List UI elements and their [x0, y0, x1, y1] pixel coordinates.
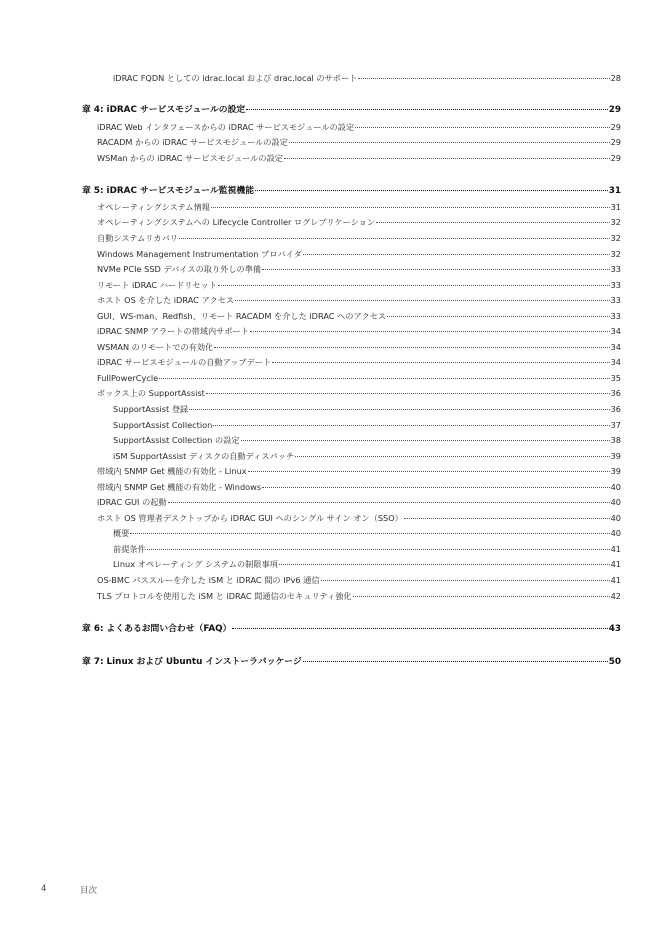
leader-dots	[213, 425, 609, 426]
toc-entry-page: 41	[610, 575, 621, 585]
leader-dots	[262, 269, 609, 270]
toc-chapter-page: 50	[608, 657, 621, 667]
leader-dots	[206, 393, 610, 394]
toc-entry-title: iDRAC サービスモジュールの自動アップデート	[97, 357, 272, 367]
toc-entry-page: 34	[610, 326, 621, 336]
toc-entry-page: 32	[610, 217, 621, 227]
toc-entry[interactable]	[97, 121, 621, 133]
toc-entry[interactable]	[97, 356, 621, 368]
toc-entry-page: 33	[610, 311, 621, 321]
toc-entry[interactable]	[97, 325, 621, 337]
toc-chapter-title: 章 6: よくあるお問い合わせ（FAQ）	[82, 624, 232, 634]
leader-dots	[262, 487, 609, 488]
toc-entry-title: iDRAC FQDN としての idrac.local および drac.local のサポート	[113, 73, 358, 83]
leader-dots	[147, 549, 610, 550]
toc-entry[interactable]	[97, 279, 621, 291]
leader-dots	[246, 109, 608, 110]
toc-entry-title: iSM SupportAssist ディスクの自動ディスパッチ	[113, 451, 295, 461]
toc-entry-page: 31	[610, 202, 621, 212]
toc-entry[interactable]	[113, 72, 621, 84]
leader-dots	[358, 78, 609, 79]
toc-chapter-entry[interactable]	[82, 623, 621, 635]
toc-chapter-entry[interactable]	[82, 104, 621, 116]
toc-entry-title: GUI、WS-man、Redfish、リモート RACADM を介した iDRAC へのアクセス	[97, 311, 386, 321]
toc-entry[interactable]	[97, 341, 621, 353]
leader-dots	[272, 362, 609, 363]
leader-dots	[179, 238, 610, 239]
toc-chapter-entry[interactable]	[82, 185, 621, 197]
toc-entry-page: 32	[610, 233, 621, 243]
toc-entry[interactable]	[97, 481, 621, 493]
toc-entry-title: WSMAN のリモートでの有効化	[97, 342, 214, 352]
toc-chapter-title: 章 5: iDRAC サービスモジュール監視機能	[82, 186, 254, 196]
leader-dots	[130, 533, 609, 534]
toc-entry-page: 33	[610, 295, 621, 305]
footer-label: 目次	[80, 886, 98, 896]
toc-entry-page: 39	[610, 451, 621, 461]
toc-entry-title: NVMe PCIe SSD デバイスの取り外しの準備	[97, 264, 262, 274]
toc-entry-title: Linux オペレーティング システムの制限事項	[113, 559, 278, 569]
toc-entry-title: ボックス上の SupportAssist	[97, 388, 205, 398]
toc-entry-title: TLS プロトコルを使用した iSM と iDRAC 間通信のセキュリティ強化	[97, 591, 352, 601]
toc-entry-title: 前提条件	[113, 544, 146, 554]
leader-dots	[189, 409, 609, 410]
leader-dots	[279, 564, 610, 565]
toc-entry-page: 33	[610, 280, 621, 290]
toc-entry-page: 41	[610, 544, 621, 554]
toc-chapter-page: 31	[608, 186, 621, 196]
toc-entry-page: 40	[610, 513, 621, 523]
leader-dots	[248, 471, 610, 472]
toc-entry[interactable]	[97, 372, 621, 384]
toc-entry-title: リモート iDRAC ハードリセット	[97, 280, 217, 290]
toc-chapter-page: 29	[608, 105, 621, 115]
toc-entry-page: 29	[610, 137, 621, 147]
toc-entry-title: 帯域内 SNMP Get 機能の有効化 - Linux	[97, 466, 247, 476]
toc-entry-title: ホスト OS を介した iDRAC アクセス	[97, 295, 234, 305]
toc-chapter-page: 43	[608, 624, 621, 634]
leader-dots	[284, 158, 610, 159]
toc-subentry[interactable]	[113, 543, 621, 555]
leader-dots	[289, 142, 610, 143]
toc-entry[interactable]	[97, 387, 621, 399]
toc-entry-title: iDRAC SNMP アラートの帯域内サポート	[97, 326, 249, 336]
toc-entry[interactable]	[97, 263, 621, 275]
toc-entry-page: 34	[610, 342, 621, 352]
toc-entry-title: SupportAssist 登録	[113, 404, 189, 414]
toc-entry-title: 自動システムリカバリ	[97, 233, 178, 243]
toc-chapter-entry[interactable]	[82, 656, 621, 668]
toc-entry[interactable]	[97, 201, 621, 213]
toc-entry-page: 40	[610, 482, 621, 492]
page-number: 4	[41, 884, 47, 894]
toc-entry-page: 41	[610, 559, 621, 569]
toc-entry-page: 40	[610, 497, 621, 507]
toc-entry-title: 概要	[113, 528, 130, 538]
leader-dots	[211, 207, 610, 208]
toc-entry[interactable]	[97, 294, 621, 306]
toc-entry-page: 29	[610, 122, 621, 132]
toc-entry[interactable]	[97, 465, 621, 477]
toc-entry-title: RACADM からの iDRAC サービスモジュールの設定	[97, 137, 288, 147]
toc-entry-page: 37	[610, 420, 621, 430]
leader-dots	[376, 222, 610, 223]
toc-entry[interactable]	[97, 216, 621, 228]
leader-dots	[241, 440, 610, 441]
toc-entry-title: SupportAssist Collection の設定	[113, 435, 240, 445]
toc-entry-title: 帯域内 SNMP Get 機能の有効化 - Windows	[97, 482, 262, 492]
leader-dots	[295, 456, 609, 457]
toc-entry[interactable]	[97, 248, 621, 260]
leader-dots	[355, 127, 609, 128]
toc-subentry[interactable]	[113, 450, 621, 462]
leader-dots	[168, 502, 610, 503]
toc-entry-title: iDRAC Web インタフェースからの iDRAC サービスモジュールの設定	[97, 122, 355, 132]
toc-entry-page: 29	[610, 153, 621, 163]
toc-entry-title: Windows Management Instrumentation プロバイダ	[97, 249, 302, 259]
toc-subentry[interactable]	[113, 419, 621, 431]
leader-dots	[159, 378, 609, 379]
toc-entry-title: ホスト OS 管理者デスクトップから iDRAC GUI へのシングル サイン オン（SSO）	[97, 513, 403, 523]
toc-entry[interactable]	[97, 310, 621, 322]
toc-entry-title: オペレーティングシステム情報	[97, 202, 210, 212]
toc-entry-page: 38	[610, 435, 621, 445]
leader-dots	[214, 347, 609, 348]
leader-dots	[303, 254, 610, 255]
toc-entry-title: FullPowerCycle	[97, 373, 159, 383]
toc-entry[interactable]	[97, 136, 621, 148]
toc-entry-title: OS-BMC パススルーを介した iSM と iDRAC 間の IPv6 通信	[97, 575, 320, 585]
toc-subentry[interactable]	[113, 558, 621, 570]
leader-dots	[250, 331, 610, 332]
leader-dots	[232, 628, 607, 629]
leader-dots	[255, 190, 608, 191]
toc-entry-page: 32	[610, 249, 621, 259]
toc-entry-page: 36	[610, 388, 621, 398]
leader-dots	[235, 300, 610, 301]
toc-entry-title: WSMan からの iDRAC サービスモジュールの設定	[97, 153, 283, 163]
toc-entry-page: 28	[610, 73, 621, 83]
toc-subentry[interactable]	[113, 527, 621, 539]
toc-entry[interactable]	[97, 232, 621, 244]
leader-dots	[303, 661, 608, 662]
leader-dots	[387, 316, 610, 317]
toc-entry-title: SupportAssist Collection	[113, 420, 213, 430]
toc-entry[interactable]	[97, 574, 621, 586]
leader-dots	[353, 596, 610, 597]
toc-entry-page: 34	[610, 357, 621, 367]
leader-dots	[404, 518, 610, 519]
toc-entry-page: 35	[610, 373, 621, 383]
toc-entry-title: オペレーティングシステムへの Lifecycle Controller ログレプリケーション	[97, 217, 376, 227]
toc-subentry[interactable]	[113, 403, 621, 415]
toc-entry-page: 40	[610, 528, 621, 538]
toc-entry-page: 42	[610, 591, 621, 601]
toc-entry-page: 39	[610, 466, 621, 476]
toc-entry[interactable]	[97, 512, 621, 524]
toc-entry-title: iDRAC GUI の起動	[97, 497, 167, 507]
toc-entry[interactable]	[97, 590, 621, 602]
toc-chapter-title: 章 4: iDRAC サービスモジュールの設定	[82, 105, 246, 115]
leader-dots	[218, 285, 610, 286]
toc-entry[interactable]	[97, 152, 621, 164]
toc-entry-page: 33	[610, 264, 621, 274]
toc-entry-page: 36	[610, 404, 621, 414]
toc-subentry[interactable]	[113, 434, 621, 446]
toc-entry[interactable]	[97, 496, 621, 508]
toc-chapter-title: 章 7: Linux および Ubuntu インストーラパッケージ	[82, 657, 302, 667]
leader-dots	[321, 580, 610, 581]
